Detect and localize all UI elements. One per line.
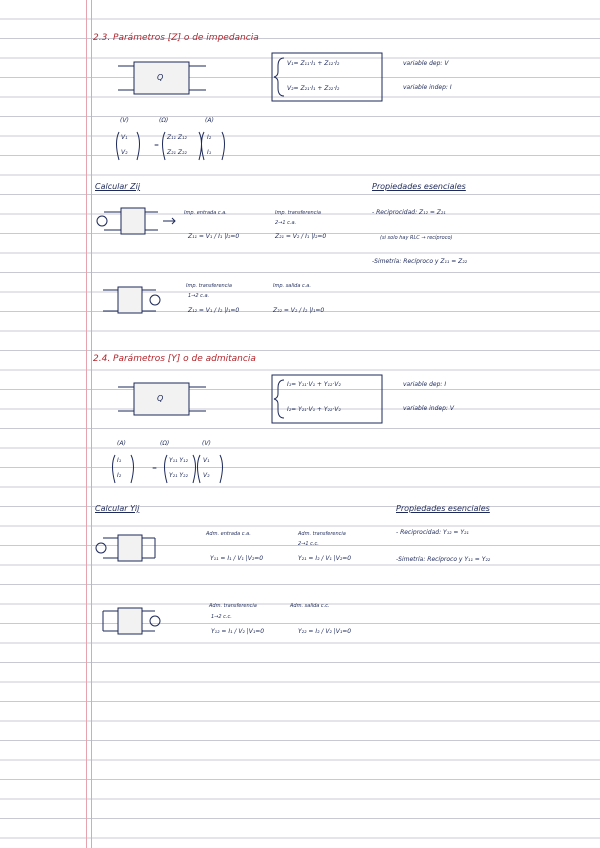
section1-eq2: V₂= Z₂₁·I₁ + Z₂₂·I₂: [287, 85, 340, 92]
y-c4-label: Adm. salida c.c.: [290, 603, 330, 609]
z-c4-label: Imp. salida c.a.: [273, 283, 311, 289]
z-c2-sub: 2→1 c.a.: [275, 220, 297, 226]
section2-calc-title: Calcular Yij: [95, 504, 140, 513]
section1-var-dep: variable dep: V: [403, 60, 449, 67]
section2-unit-2: (Ω): [160, 440, 170, 447]
section1-matrix-mid-1: Z₁₁ Z₁₂: [167, 134, 187, 141]
section2-matrix-mid-2: Y₂₁ Y₂₂: [169, 472, 188, 479]
y-circuit-1: [96, 535, 155, 561]
y-c3-formula: Y₁₂ = I₁ / V₂ |V₁=0: [211, 628, 265, 635]
section1-props-title: Propiedades esenciales: [372, 182, 466, 191]
section1-title: 2.3. Parámetros [Z] o de impedancia: [93, 33, 259, 43]
z-circuit-1: [97, 208, 175, 234]
section1-matrix-left-2: V₂: [121, 149, 128, 156]
z-c3-label: Imp. transferencia: [186, 283, 232, 289]
section1-matrix-right-2: I₁: [207, 149, 212, 156]
z-c1-formula: Z₁₁ = V₁ / I₁ |I₂=0: [188, 233, 240, 240]
z-c1-label: Imp. entrada c.a.: [184, 210, 227, 216]
section2-eq1: I₁= Y₁₁·V₁ + Y₁₂·V₂: [287, 381, 341, 388]
section2-prop1: - Reciprocidad: Y₁₂ = Y₂₁: [396, 529, 469, 536]
section2-prop2: -Simetría: Recíproco y Y₁₁ = Y₂₂: [396, 556, 491, 563]
section1-prop2: -Simetría: Recíproco y Z₁₁ = Z₂₂: [372, 258, 468, 265]
y-c4-formula: Y₂₂ = I₂ / V₂ |V₁=0: [298, 628, 352, 635]
section1-matrix-left-1: V₁: [121, 134, 128, 141]
y-c2-label: Adm. transferencia: [298, 531, 346, 537]
section1-prop1: - Reciprocidad: Z₁₂ = Z₂₁: [372, 209, 446, 216]
section2-matrix-left-1: I₁: [117, 457, 122, 464]
section1-calc-title: Calcular Zij: [95, 182, 141, 191]
section1-prop1-note: (si solo hay RLC → recíproco): [380, 235, 453, 241]
section1-var-indep: variable indep: I: [403, 84, 452, 91]
section2-matrix-right-1: V₁: [203, 457, 210, 464]
z-circuit-2: [103, 287, 160, 313]
y-c1-formula: Y₁₁ = I₁ / V₁ |V₂=0: [210, 555, 264, 562]
section1-block-label: Q: [157, 73, 164, 82]
section2-matrix-right-2: V₂: [203, 472, 210, 479]
section2-matrix-left-2: I₂: [117, 472, 122, 479]
y-c3-sub: 1→2 c.c.: [211, 614, 232, 620]
y-c1-label: Adm. entrada c.a.: [206, 531, 251, 537]
section2-unit-3: (V): [202, 440, 211, 447]
section1-equals: =: [154, 142, 160, 149]
z-c2-label: Imp. transferencia: [275, 210, 321, 216]
section1-unit-3: (A): [205, 117, 214, 124]
y-c3-label: Adm. transferencia: [209, 603, 257, 609]
z-c4-formula: Z₂₂ = V₂ / I₂ |I₁=0: [273, 307, 325, 314]
section2-block-label: Q: [157, 394, 164, 403]
y-c2-sub: 2→1 c.c.: [298, 541, 319, 547]
section2-equals: =: [152, 465, 158, 472]
section2-eq2: I₂= Y₂₁·V₁ + Y₂₂·V₂: [287, 406, 341, 413]
z-c2-formula: Z₂₁ = V₂ / I₁ |I₂=0: [275, 233, 327, 240]
y-c2-formula: Y₂₁ = I₂ / V₁ |V₂=0: [298, 555, 352, 562]
section2-matrix-mid-1: Y₁₁ Y₁₂: [169, 457, 188, 464]
section1-unit-1: (V): [120, 117, 129, 124]
section1-matrix-mid-2: Z₂₁ Z₂₂: [167, 149, 187, 156]
section2-var-indep: variable indep: V: [403, 405, 454, 412]
z-c3-formula: Z₁₂ = V₁ / I₂ |I₁=0: [188, 307, 240, 314]
section2-unit-1: (A): [117, 440, 126, 447]
y-circuit-2: [103, 608, 160, 634]
section2-props-title: Propiedades esenciales: [396, 504, 490, 513]
section2-var-dep: variable dep: I: [403, 381, 447, 388]
section1-unit-2: (Ω): [159, 117, 169, 124]
z-c3-sub: 1→2 c.a.: [188, 293, 210, 299]
section1-matrix-right-1: I₂: [207, 134, 212, 141]
section1-eq1: V₁= Z₁₁·I₁ + Z₁₂·I₂: [287, 60, 340, 67]
section2-title: 2.4. Parámetros [Y] o de admitancia: [93, 354, 256, 364]
